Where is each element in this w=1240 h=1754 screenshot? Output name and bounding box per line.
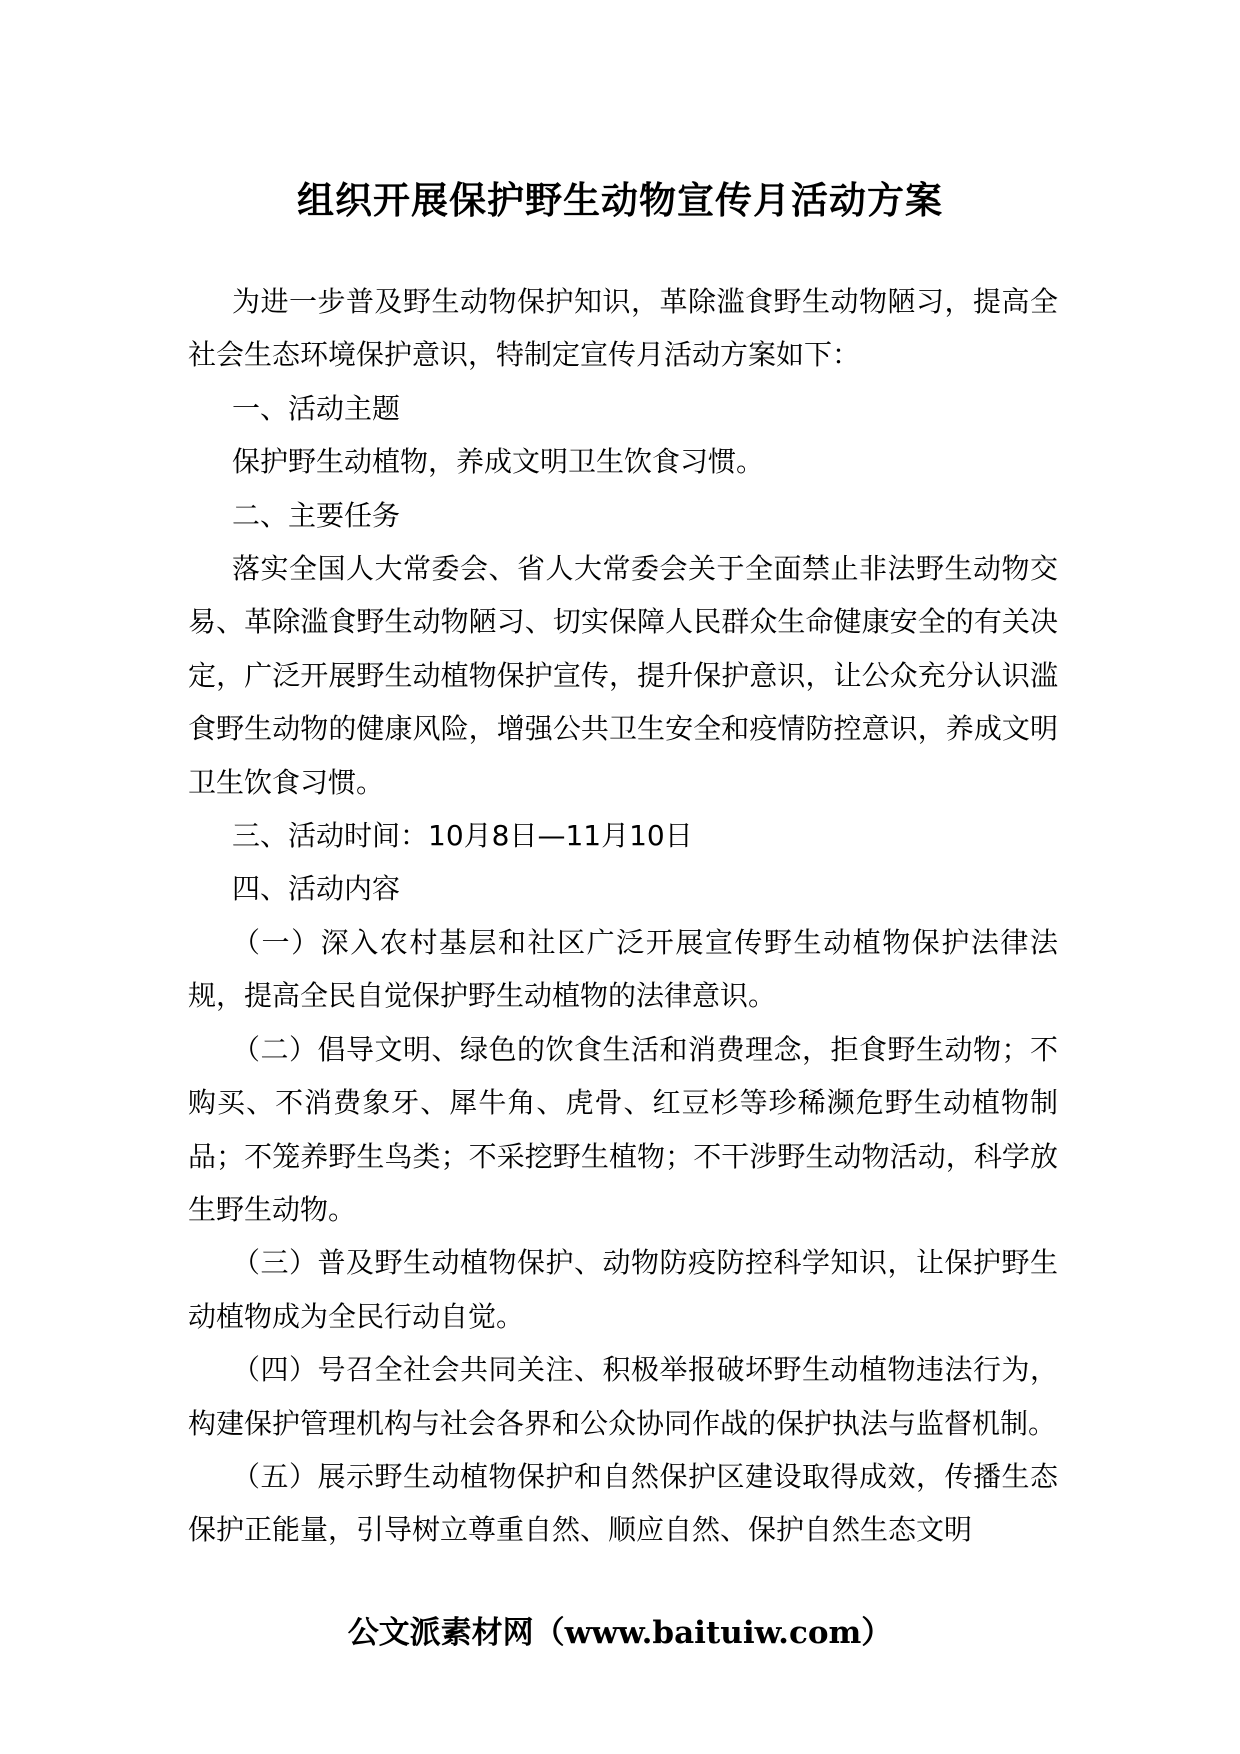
content-item-3: （三）普及野生动植物保护、动物防疫防控科学知识，让保护野生动植物成为全民行动自觉。 bbox=[188, 1246, 1058, 1333]
content-item-4: （四）号召全社会共同关注、积极举报破坏野生动植物违法行为，构建保护管理机构与社会各界和公众协同作战的保护执法与监督机制。 bbox=[188, 1353, 1058, 1440]
theme-paragraph: 保护野生动植物，养成文明卫生饮食习惯。 bbox=[232, 445, 765, 479]
intro-paragraph: 为进一步普及野生动物保护知识，革除滥食野生动物陋习，提高全社会生态环境保护意识，特制定宣传月活动方案如下： bbox=[188, 285, 1058, 372]
section-heading-theme: 一、活动主题 bbox=[232, 391, 401, 425]
section-heading-tasks: 二、主要任务 bbox=[232, 498, 401, 532]
source-watermark: 公文派素材网（www.baituiw.com） bbox=[347, 1615, 893, 1651]
document-title: 组织开展保护野生动物宣传月活动方案 bbox=[297, 178, 943, 222]
section-heading-content: 四、活动内容 bbox=[232, 872, 401, 906]
document-body bbox=[188, 275, 1058, 1557]
content-item-5: （五）展示野生动植物保护和自然保护区建设取得成效，传播生态保护正能量，引导树立尊重自然、顺应自然、保护自然生态文明 bbox=[188, 1459, 1058, 1547]
content-item-2: （二）倡导文明、绿色的饮食生活和消费理念，拒食野生动物；不购买、不消费象牙、犀牛角、虎骨、红豆杉等珍稀濒危野生动植物制品；不笼养野生鸟类；不采挖野生植物；不干涉野生动物活动，科学放生野生动物。 bbox=[188, 1032, 1058, 1226]
tasks-paragraph: 落实全国人大常委会、省人大常委会关于全面禁止非法野生动物交易、革除滥食野生动物陋习、切实保障人民群众生命健康安全的有关决定，广泛开展野生动植物保护宣传，提升保护意识，让公众充分认识滥食野生动物的健康风险，增强公共卫生安全和疫情防控意识，养成文明卫生饮食习惯。 bbox=[188, 552, 1058, 799]
content-item-1: （一）深入农村基层和社区广泛开展宣传野生动植物保护法律法规，提高全民自觉保护野生动植物的法律意识。 bbox=[188, 925, 1058, 1013]
section-heading-time: 三、活动时间：10月8日—11月10日 bbox=[232, 819, 693, 853]
